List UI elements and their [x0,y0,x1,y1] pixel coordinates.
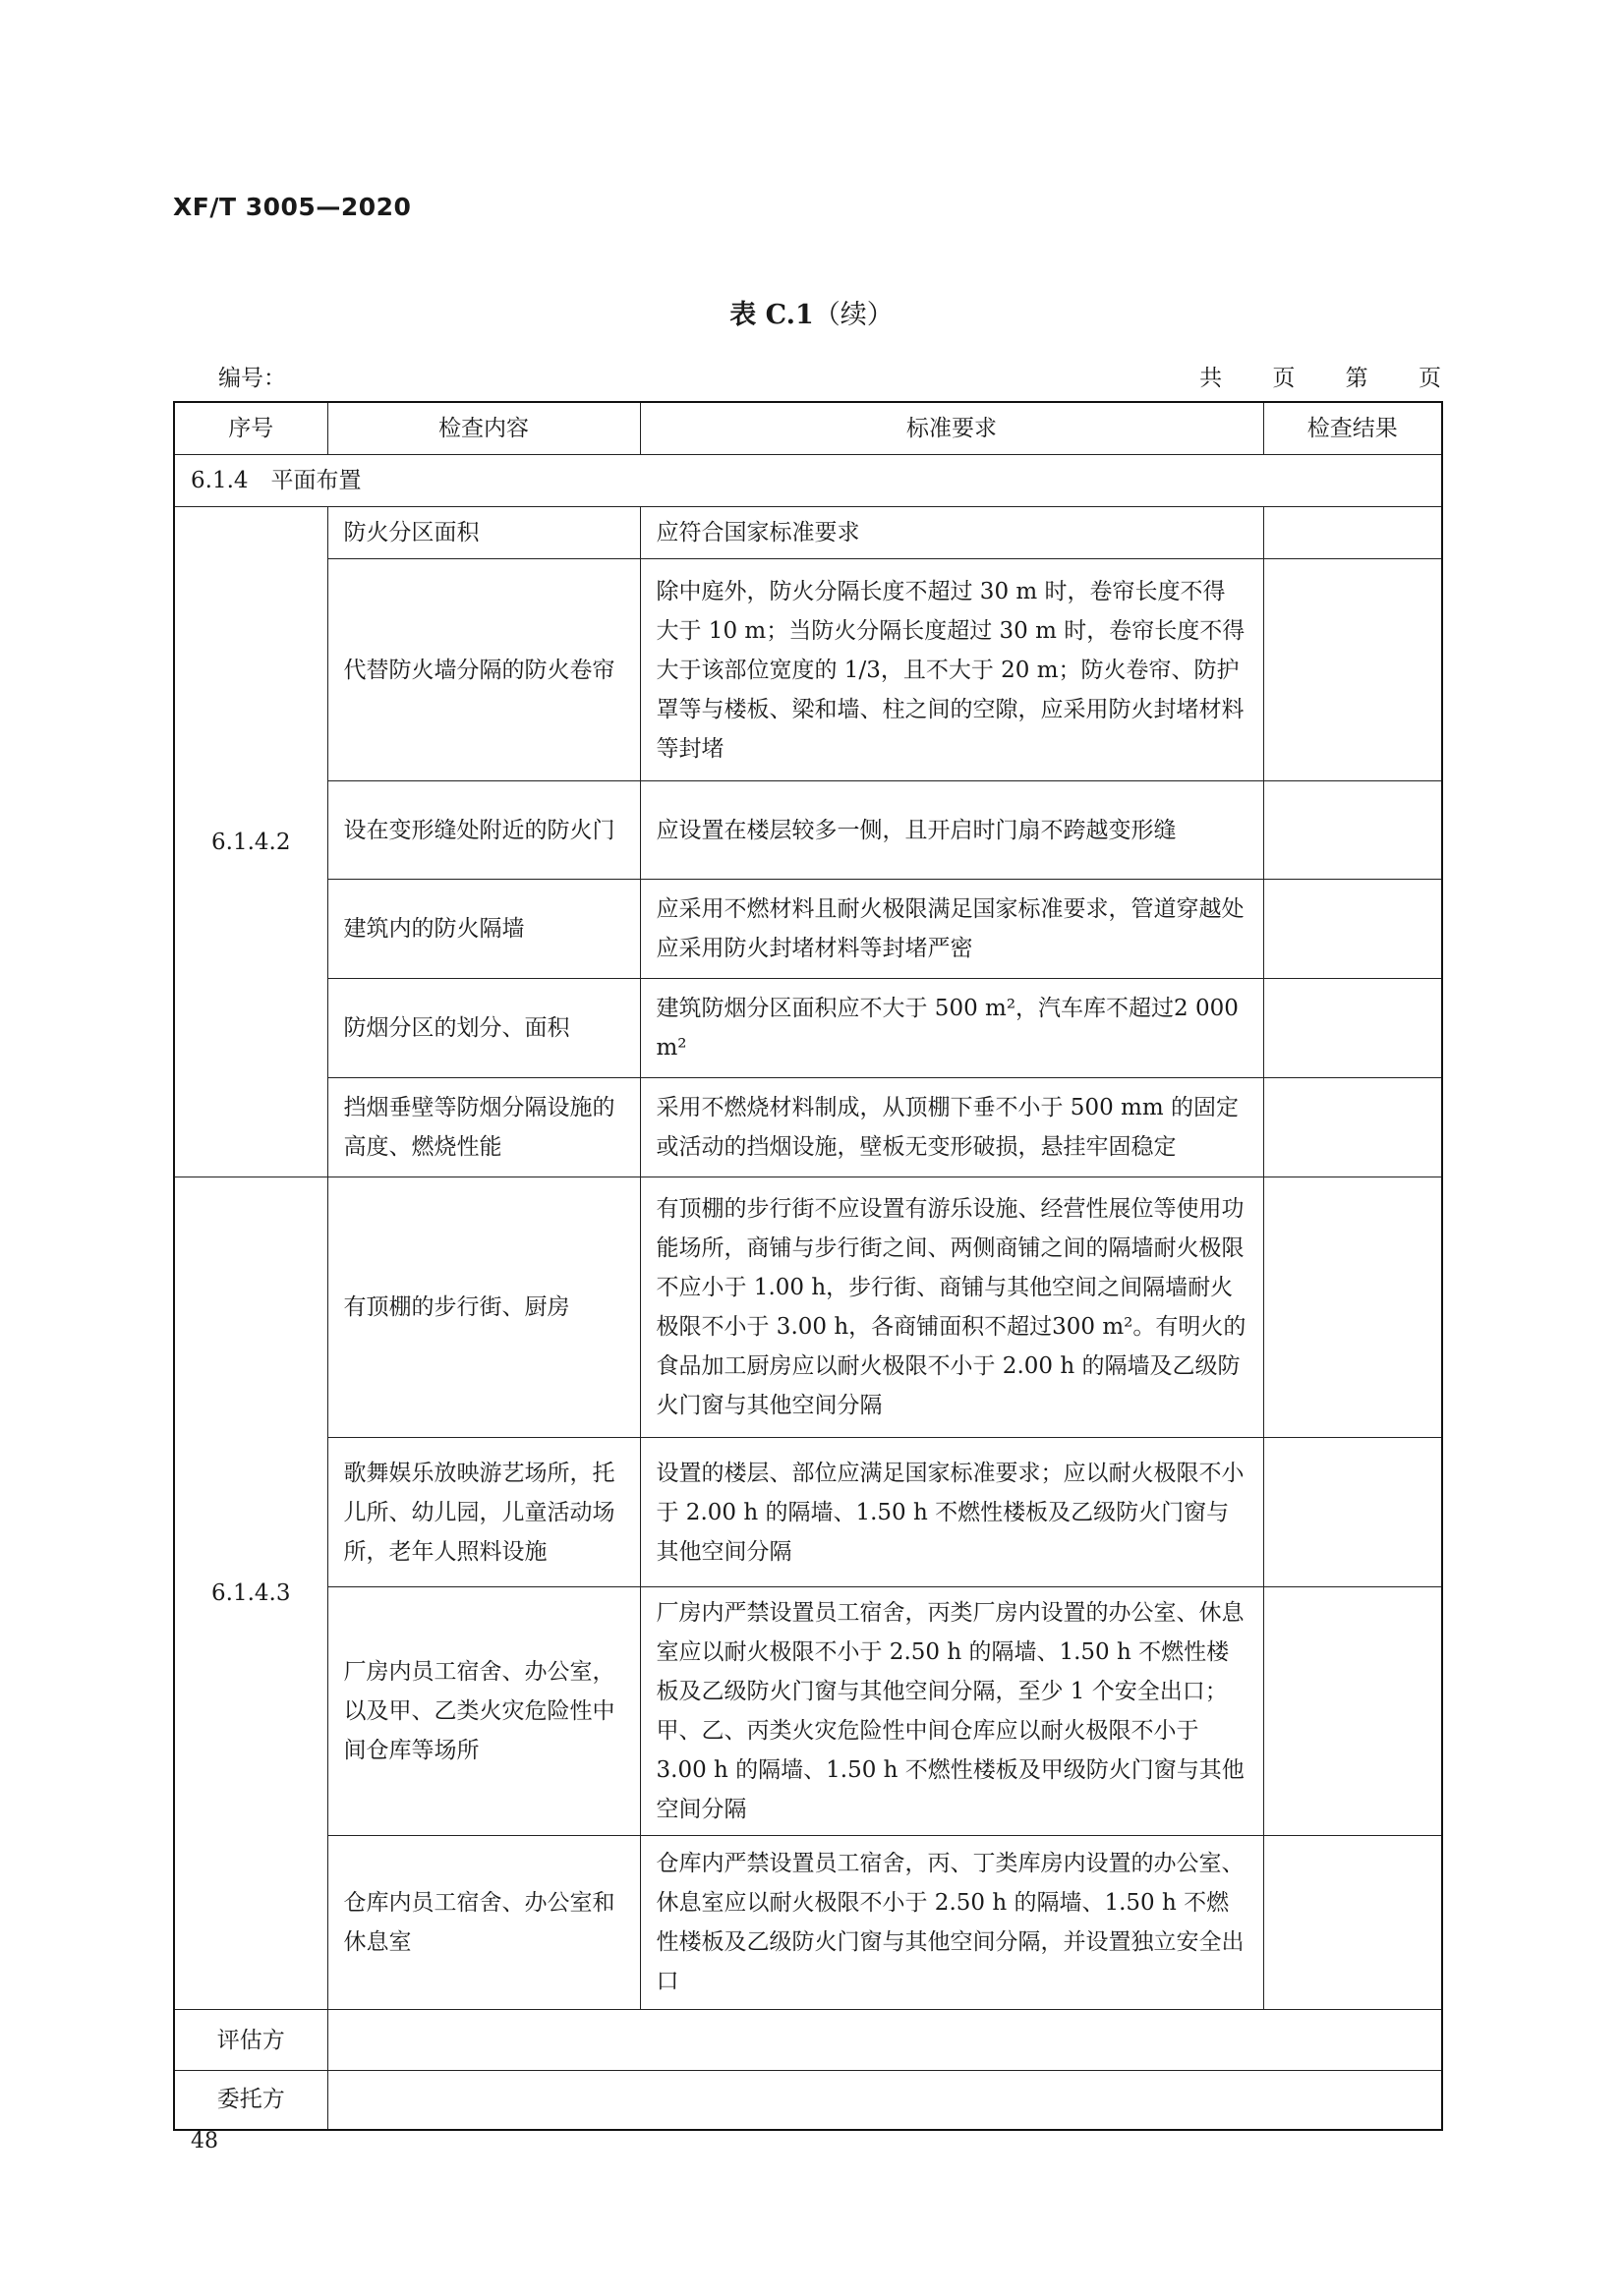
evaluator-label: 评估方 [174,2010,327,2071]
row-requirement: 应设置在楼层较多一侧，且开启时门扇不跨越变形缝 [640,781,1263,880]
table-row [174,781,1442,880]
table-row [174,1177,1442,1438]
table-row [174,559,1442,781]
group-seq: 6.1.4.3 [174,1177,327,2010]
header-content: 检查内容 [327,402,640,455]
row-requirement: 设置的楼层、部位应满足国家标准要求；应以耐火极限不小于 2.00 h 的隔墙、1.50 h 不燃性楼板及乙级防火门窗与其他空间分隔 [640,1438,1263,1587]
header-result: 检查结果 [1263,402,1442,455]
row-requirement: 有顶棚的步行街不应设置有游乐设施、经营性展位等使用功能场所，商铺与步行街之间、两侧商铺之间的隔墙耐火极限不应小于 1.00 h，步行街、商铺与其他空间之间隔墙耐火极限不小于 3.00 h，各商铺面积不超过300 m²。有明火的食品加工厨房应以耐火极限不小于 2.00 h 的隔墙及乙级防火门窗与其他空间分隔 [640,1177,1263,1438]
table-row [174,1078,1442,1177]
table-header-row [174,402,1442,455]
inspection-table [173,401,1443,2131]
row-result[interactable] [1263,781,1442,880]
row-requirement: 建筑防烟分区面积应不大于 500 m²，汽车库不超过2 000 m² [640,979,1263,1078]
number-label: 编号： [218,366,286,391]
table-title [0,293,1623,331]
row-requirement: 应符合国家标准要求 [640,507,1263,559]
row-requirement: 采用不燃烧材料制成，从顶棚下垂不小于 500 mm 的固定或活动的挡烟设施，壁板无变形破损，悬挂牢固稳定 [640,1078,1263,1177]
standard-code: XF/T 3005—2020 [173,193,412,221]
row-result[interactable] [1263,507,1442,559]
table-title-label: 表 C.1 [729,300,814,330]
client-field[interactable] [327,2071,1442,2130]
table-row [174,880,1442,979]
row-content: 设在变形缝处附近的防火门 [327,781,640,880]
row-requirement: 除中庭外，防火分隔长度不超过 30 m 时，卷帘长度不得大于 10 m；当防火分隔长度超过 30 m 时，卷帘长度不得大于该部位宽度的 1/3，且不大于 20 m；防火卷帘、防护罩等与楼板、梁和墙、柱之间的空隙，应采用防火封堵材料等封堵 [640,559,1263,781]
row-content: 仓库内员工宿舍、办公室和休息室 [327,1836,640,2010]
row-result[interactable] [1263,979,1442,1078]
row-content: 挡烟垂壁等防烟分隔设施的高度、燃烧性能 [327,1078,640,1177]
row-content: 代替防火墙分隔的防火卷帘 [327,559,640,781]
table-row [174,507,1442,559]
row-result[interactable] [1263,880,1442,979]
row-requirement: 厂房内严禁设置员工宿舍，丙类厂房内设置的办公室、休息室应以耐火极限不小于 2.50 h 的隔墙、1.50 h 不燃性楼板及乙级防火门窗与其他空间分隔，至少 1 个安全出口；甲、乙、丙类火灾危险性中间仓库应以耐火极限不小于 3.00 h 的隔墙、1.50 h 不燃性楼板及甲级防火门窗与其他空间分隔 [640,1587,1263,1836]
header-requirement: 标准要求 [640,402,1263,455]
client-label: 委托方 [174,2071,327,2130]
table-title-continued: （续） [813,300,894,330]
row-result[interactable] [1263,1438,1442,1587]
table-row [174,1587,1442,1836]
row-content: 歌舞娱乐放映游艺场所，托儿所、幼儿园，儿童活动场所，老年人照料设施 [327,1438,640,1587]
row-content: 防烟分区的划分、面积 [327,979,640,1078]
row-result[interactable] [1263,559,1442,781]
row-content: 防火分区面积 [327,507,640,559]
page-info: 共 页 第 页 [1199,366,1441,391]
signature-row-evaluator [174,2010,1442,2071]
signature-row-client [174,2071,1442,2130]
table-row [174,1836,1442,2010]
row-content: 建筑内的防火隔墙 [327,880,640,979]
row-result[interactable] [1263,1836,1442,2010]
row-result[interactable] [1263,1078,1442,1177]
row-result[interactable] [1263,1177,1442,1438]
row-requirement: 应采用不燃材料且耐火极限满足国家标准要求，管道穿越处应采用防火封堵材料等封堵严密 [640,880,1263,979]
row-requirement: 仓库内严禁设置员工宿舍，丙、丁类库房内设置的办公室、休息室应以耐火极限不小于 2.50 h 的隔墙、1.50 h 不燃性楼板及乙级防火门窗与其他空间分隔，并设置独立安全出口 [640,1836,1263,2010]
row-content: 厂房内员工宿舍、办公室，以及甲、乙类火灾危险性中间仓库等场所 [327,1587,640,1836]
evaluator-field[interactable] [327,2010,1442,2071]
group-seq: 6.1.4.2 [174,507,327,1177]
section-row [174,455,1442,507]
table-row [174,979,1442,1078]
row-content: 有顶棚的步行街、厨房 [327,1177,640,1438]
page-number: 48 [191,2129,218,2153]
row-result[interactable] [1263,1587,1442,1836]
section-title: 6.1.4 平面布置 [174,455,1442,507]
table-row [174,1438,1442,1587]
header-seq: 序号 [174,402,327,455]
